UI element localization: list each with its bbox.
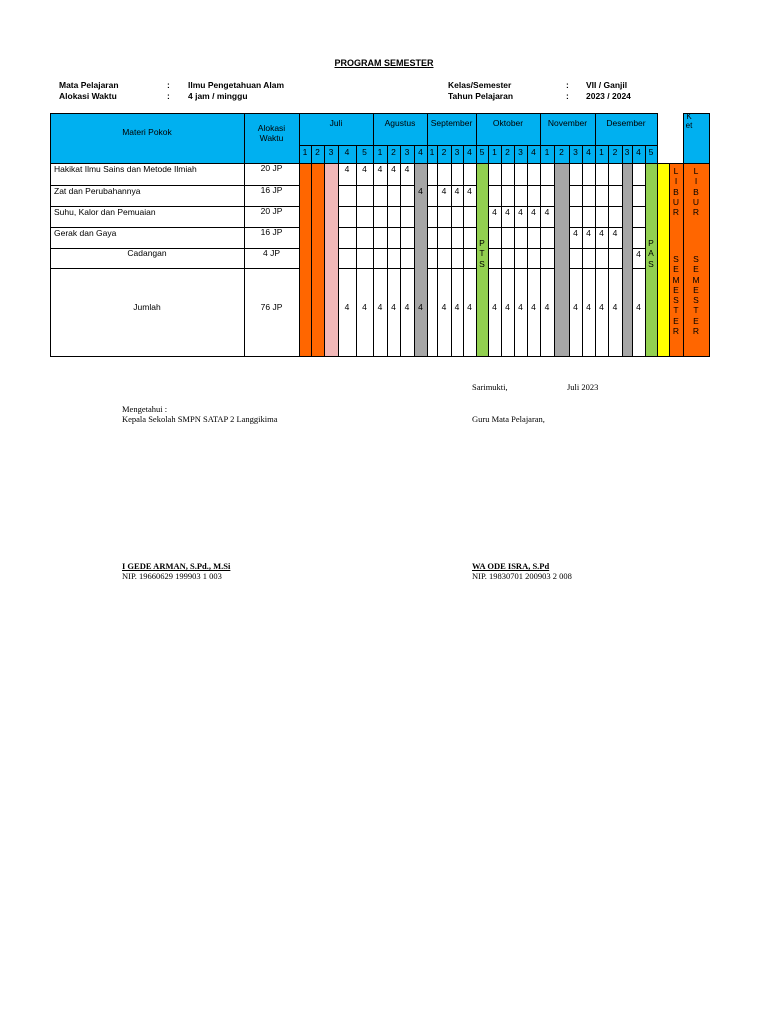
week-value: 4 <box>505 207 510 217</box>
week-label: 3 <box>328 147 334 157</box>
data-cell <box>373 248 388 269</box>
data-cell <box>338 185 357 207</box>
data-cell <box>387 248 401 269</box>
week-value: 4 <box>467 302 472 312</box>
week-value: 4 <box>612 302 618 312</box>
data-cell <box>608 248 623 269</box>
week-label: 2 <box>391 147 396 157</box>
data-cell <box>463 206 477 228</box>
data-cell <box>527 163 541 186</box>
week-label: 2 <box>315 147 320 157</box>
separator: : <box>167 80 170 90</box>
materi-label: Jumlah <box>133 302 161 312</box>
week-value: 4 <box>454 302 460 312</box>
pas-label: P A S <box>648 238 654 269</box>
data-cell <box>373 185 388 207</box>
week-value: 4 <box>544 302 550 312</box>
week-value: 4 <box>586 302 591 312</box>
header-materi-cell <box>50 113 245 164</box>
data-cell <box>488 227 502 249</box>
data-cell <box>608 268 623 357</box>
data-cell <box>400 268 415 357</box>
kepala-name: I GEDE ARMAN, S.Pd., M.Si <box>122 561 231 571</box>
data-cell <box>463 163 477 186</box>
data-cell <box>514 163 528 186</box>
data-cell <box>514 268 528 357</box>
week-label: 3 <box>404 147 410 157</box>
data-cell <box>373 268 388 357</box>
week-label: 1 <box>599 147 604 157</box>
data-cell <box>527 248 541 269</box>
data-cell <box>527 185 541 207</box>
data-cell <box>488 163 502 186</box>
week-value: 4 <box>518 302 523 312</box>
guru-name: WA ODE ISRA, S.Pd <box>472 561 550 571</box>
data-cell <box>569 268 583 357</box>
week-value: 4 <box>362 164 367 174</box>
month-label: Oktober <box>492 118 524 128</box>
alokasi-label: 16 JP <box>260 185 283 195</box>
data-cell <box>387 227 401 249</box>
week-label: 2 <box>441 147 447 157</box>
alokasi-label: 76 JP <box>260 302 283 312</box>
data-cell <box>608 185 623 207</box>
data-cell <box>582 248 596 269</box>
data-cell <box>400 248 415 269</box>
week-value: 4 <box>599 228 604 238</box>
data-cell <box>387 268 401 357</box>
data-cell <box>488 248 502 269</box>
week-value: 4 <box>418 302 423 312</box>
data-cell <box>437 268 452 357</box>
data-cell <box>338 206 357 228</box>
week-label: 4 <box>531 147 536 157</box>
data-cell <box>501 185 515 207</box>
label-alokasi-waktu: Alokasi Waktu <box>59 91 117 101</box>
materi-label: Cadangan <box>127 248 167 258</box>
data-cell <box>501 163 515 186</box>
week-label: 1 <box>377 147 383 157</box>
week-value: 4 <box>531 207 536 217</box>
value-tahun-pelajaran: 2023 / 2024 <box>586 91 631 101</box>
week-label: 3 <box>454 147 460 157</box>
semester-label: S E M E S T E R <box>672 254 680 337</box>
data-cell <box>437 163 452 186</box>
week-label: 1 <box>544 147 550 157</box>
week-value: 4 <box>344 164 350 174</box>
pts-label: P T S <box>479 238 485 269</box>
alokasi-label: 20 JP <box>260 163 283 173</box>
mengetahui-label: Mengetahui : <box>122 404 168 414</box>
week-value: 4 <box>441 186 447 196</box>
week-value: 4 <box>636 302 641 312</box>
data-cell <box>632 268 646 357</box>
data-cell <box>569 185 583 207</box>
data-cell <box>540 163 555 186</box>
data-cell <box>437 227 452 249</box>
week-value: 4 <box>492 207 497 217</box>
label-tahun-pelajaran: Tahun Pelajaran <box>448 91 514 101</box>
data-cell <box>463 268 477 357</box>
data-cell <box>514 248 528 269</box>
alokasi-label: 20 JP <box>260 206 283 216</box>
week-label: 5 <box>479 147 485 157</box>
alokasi-label: 16 JP <box>260 227 283 237</box>
data-cell <box>356 227 374 249</box>
data-cell <box>400 185 415 207</box>
data-cell <box>463 227 477 249</box>
month-label: Juli <box>329 118 343 128</box>
data-cell <box>540 185 555 207</box>
week-label: 1 <box>492 147 497 157</box>
data-cell <box>437 206 452 228</box>
week-value: 4 <box>377 164 383 174</box>
materi-label: Hakikat Ilmu Sains dan Metode Ilmiah <box>54 164 197 174</box>
week-value: 4 <box>573 228 578 238</box>
week-value: 4 <box>404 164 410 174</box>
materi-label: Suhu, Kalor dan Pemuaian <box>54 207 156 217</box>
guru-nip: NIP. 19830701 200903 2 008 <box>472 571 572 581</box>
data-cell <box>527 227 541 249</box>
week-label: 3 <box>573 147 578 157</box>
data-cell <box>540 268 555 357</box>
holiday-column <box>311 163 325 357</box>
week-label: 5 <box>362 147 367 157</box>
data-cell <box>356 268 374 357</box>
week-value: 4 <box>454 186 460 196</box>
month-label: Agustus <box>384 118 416 128</box>
holiday-column <box>554 163 570 357</box>
data-cell <box>582 268 596 357</box>
week-value: 4 <box>599 302 604 312</box>
data-cell <box>437 248 452 269</box>
week-value: 4 <box>636 249 641 259</box>
holiday-column <box>622 163 633 357</box>
data-cell <box>569 206 583 228</box>
data-cell <box>632 185 646 207</box>
value-kelas-semester: VII / Ganjil <box>586 80 628 90</box>
libur-label: L I B U R <box>692 166 700 218</box>
data-cell <box>540 248 555 269</box>
data-cell <box>356 248 374 269</box>
kepala-sekolah-label: Kepala Sekolah SMPN SATAP 2 Langgikima <box>122 414 278 424</box>
data-cell <box>400 206 415 228</box>
week-label: 1 <box>302 147 308 157</box>
materi-label: Zat dan Perubahannya <box>54 186 141 196</box>
separator: : <box>566 80 569 90</box>
value-mata-pelajaran: Ilmu Pengetahuan Alam <box>188 80 285 90</box>
data-cell <box>338 268 357 357</box>
data-cell <box>582 206 596 228</box>
data-cell <box>632 206 646 228</box>
header-alokasi-label: Alokasi Waktu <box>257 123 286 143</box>
data-cell <box>356 185 374 207</box>
data-cell <box>488 185 502 207</box>
week-label: 4 <box>418 147 423 157</box>
data-cell <box>595 185 609 207</box>
materi-label: Gerak dan Gaya <box>54 228 117 238</box>
data-cell <box>463 248 477 269</box>
value-alokasi-waktu: 4 jam / minggu <box>188 91 248 101</box>
kepala-nip: NIP. 19660629 199903 1 003 <box>122 571 222 581</box>
week-value: 4 <box>518 207 523 217</box>
label-kelas-semester: Kelas/Semester <box>448 80 512 90</box>
semester-label: S E M E S T E R <box>692 254 700 337</box>
data-cell <box>595 206 609 228</box>
month-label: November <box>547 118 588 128</box>
data-cell <box>373 227 388 249</box>
week-label: 2 <box>612 147 618 157</box>
data-cell <box>595 268 609 357</box>
header-ket-label: K et <box>685 112 693 130</box>
week-value: 4 <box>467 186 472 196</box>
data-cell <box>514 185 528 207</box>
data-cell <box>595 163 609 186</box>
data-cell <box>569 248 583 269</box>
week-value: 4 <box>362 302 367 312</box>
week-label: 3 <box>518 147 523 157</box>
page-title: PROGRAM SEMESTER <box>334 58 434 68</box>
alokasi-label: 4 JP <box>262 248 280 258</box>
data-cell <box>501 227 515 249</box>
week-label: 1 <box>429 147 435 157</box>
week-label: 4 <box>586 147 591 157</box>
holiday-column <box>324 163 339 357</box>
data-cell <box>527 268 541 357</box>
month-label: September <box>430 118 473 128</box>
separator: : <box>167 91 170 101</box>
week-value: 4 <box>612 228 618 238</box>
materi-cell <box>50 268 245 357</box>
week-value: 4 <box>441 302 447 312</box>
data-cell <box>632 227 646 249</box>
data-cell <box>488 268 502 357</box>
data-cell <box>569 163 583 186</box>
data-cell <box>387 206 401 228</box>
week-label: 5 <box>648 147 654 157</box>
week-value: 4 <box>586 228 591 238</box>
header-materi-label: Materi Pokok <box>122 127 172 137</box>
data-cell <box>338 227 357 249</box>
week-label: 4 <box>344 147 350 157</box>
week-value: 4 <box>391 302 396 312</box>
data-cell <box>595 248 609 269</box>
data-cell <box>582 163 596 186</box>
data-cell <box>608 206 623 228</box>
week-label: 3 <box>624 147 630 157</box>
place-date: Sarimukti, <box>472 382 508 392</box>
week-value: 4 <box>377 302 383 312</box>
data-cell <box>356 206 374 228</box>
week-value: 4 <box>418 186 423 196</box>
date: Juli 2023 <box>567 382 599 392</box>
week-value: 4 <box>573 302 578 312</box>
data-cell <box>632 163 646 186</box>
data-cell <box>540 227 555 249</box>
data-cell <box>338 248 357 269</box>
month-label: Desember <box>606 118 646 128</box>
label-mata-pelajaran: Mata Pelajaran <box>59 80 119 90</box>
data-cell <box>608 163 623 186</box>
guru-label: Guru Mata Pelajaran, <box>472 414 545 424</box>
data-cell <box>373 206 388 228</box>
data-cell <box>400 227 415 249</box>
week-label: 4 <box>636 147 641 157</box>
week-value: 4 <box>344 302 350 312</box>
week-label: 4 <box>467 147 472 157</box>
week-label: 2 <box>559 147 564 157</box>
data-cell <box>387 185 401 207</box>
data-cell <box>501 268 515 357</box>
alokasi-cell <box>244 268 300 357</box>
data-cell <box>582 185 596 207</box>
week-value: 4 <box>391 164 396 174</box>
week-value: 4 <box>531 302 536 312</box>
week-value: 4 <box>505 302 510 312</box>
week-value: 4 <box>492 302 497 312</box>
separator: : <box>566 91 569 101</box>
week-value: 4 <box>544 207 550 217</box>
week-value: 4 <box>404 302 410 312</box>
data-cell <box>501 248 515 269</box>
data-cell <box>514 227 528 249</box>
libur-label: L I B U R <box>672 166 680 218</box>
week-label: 2 <box>505 147 510 157</box>
